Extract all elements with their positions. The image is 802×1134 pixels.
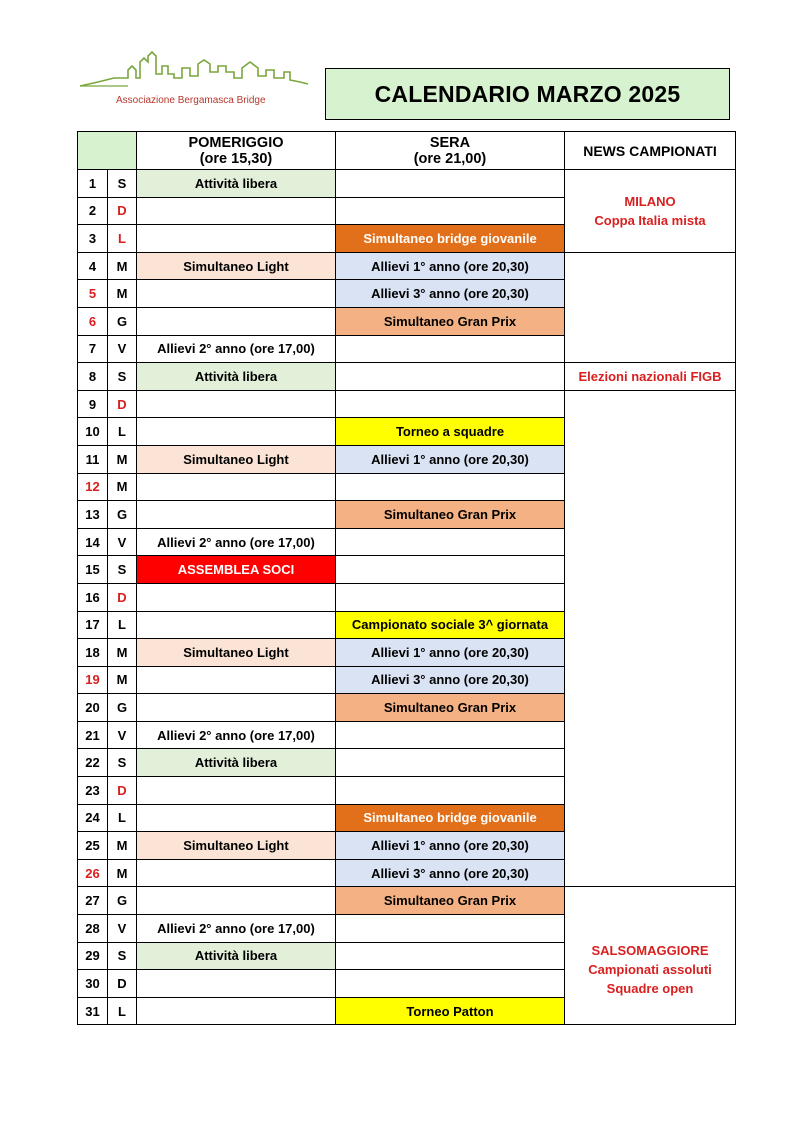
weekday-letter: M — [108, 445, 137, 473]
day-number: 2 — [78, 197, 108, 225]
day-number: 24 — [78, 804, 108, 832]
weekday-letter: S — [108, 942, 137, 970]
day-number: 4 — [78, 252, 108, 280]
calendar-row — [78, 390, 736, 418]
evening-header: SERA (ore 21,00) — [336, 132, 565, 170]
afternoon-event — [137, 804, 336, 832]
weekday-letter: L — [108, 997, 137, 1025]
day-number: 12 — [78, 473, 108, 501]
afternoon-event — [137, 473, 336, 501]
afternoon-event — [137, 501, 336, 529]
weekday-letter: V — [108, 335, 137, 363]
evening-event: Torneo a squadre — [336, 418, 565, 446]
news-line: Elezioni nazionali FIGB — [578, 368, 722, 384]
evening-event — [336, 473, 565, 501]
evening-event: Allievi 1° anno (ore 20,30) — [336, 832, 565, 860]
day-number: 13 — [78, 501, 108, 529]
day-number: 27 — [78, 887, 108, 915]
afternoon-event: ASSEMBLEA SOCI — [137, 556, 336, 584]
news-line: Coppa Italia mista — [594, 212, 706, 228]
day-number: 25 — [78, 832, 108, 860]
weekday-letter: M — [108, 280, 137, 308]
evening-event — [336, 197, 565, 225]
weekday-letter: L — [108, 225, 137, 253]
evening-event: Allievi 1° anno (ore 20,30) — [336, 639, 565, 667]
weekday-letter: M — [108, 859, 137, 887]
evening-event: Simultaneo bridge giovanile — [336, 804, 565, 832]
day-number: 18 — [78, 639, 108, 667]
afternoon-event — [137, 694, 336, 722]
weekday-letter: D — [108, 777, 137, 805]
logo — [78, 48, 310, 110]
afternoon-event: Allievi 2° anno (ore 17,00) — [137, 721, 336, 749]
weekday-letter: S — [108, 556, 137, 584]
day-number: 3 — [78, 225, 108, 253]
afternoon-header: POMERIGGIO (ore 15,30) — [137, 132, 336, 170]
evening-event — [336, 363, 565, 391]
evening-event: Torneo Patton — [336, 997, 565, 1025]
evening-event — [336, 556, 565, 584]
calendar-row — [78, 363, 736, 391]
weekday-letter: G — [108, 694, 137, 722]
day-number: 7 — [78, 335, 108, 363]
evening-event — [336, 721, 565, 749]
evening-event — [336, 970, 565, 998]
header-row — [78, 132, 736, 170]
calendar-row — [78, 887, 736, 915]
day-number: 6 — [78, 307, 108, 335]
news-line: Campionati assoluti — [588, 962, 712, 978]
evening-event — [336, 942, 565, 970]
weekday-letter: D — [108, 583, 137, 611]
news-cell — [565, 363, 736, 391]
afternoon-event — [137, 666, 336, 694]
weekday-letter: V — [108, 528, 137, 556]
afternoon-event — [137, 997, 336, 1025]
evening-event — [336, 915, 565, 943]
evening-event — [336, 335, 565, 363]
day-number: 28 — [78, 915, 108, 943]
calendar-row — [78, 170, 736, 198]
evening-event: Allievi 3° anno (ore 20,30) — [336, 666, 565, 694]
evening-event — [336, 777, 565, 805]
afternoon-event — [137, 583, 336, 611]
afternoon-event — [137, 225, 336, 253]
day-number: 8 — [78, 363, 108, 391]
afternoon-event — [137, 970, 336, 998]
evening-event: Allievi 3° anno (ore 20,30) — [336, 280, 565, 308]
weekday-letter: V — [108, 721, 137, 749]
afternoon-event: Attività libera — [137, 749, 336, 777]
weekday-letter: L — [108, 418, 137, 446]
calendar-row — [78, 252, 736, 280]
weekday-letter: V — [108, 915, 137, 943]
news-cell — [565, 390, 736, 887]
afternoon-event — [137, 390, 336, 418]
day-number: 22 — [78, 749, 108, 777]
afternoon-event: Simultaneo Light — [137, 639, 336, 667]
weekday-letter: G — [108, 307, 137, 335]
day-number: 20 — [78, 694, 108, 722]
weekday-letter: M — [108, 473, 137, 501]
evening-event — [336, 583, 565, 611]
afternoon-event — [137, 418, 336, 446]
day-number: 23 — [78, 777, 108, 805]
afternoon-event: Attività libera — [137, 363, 336, 391]
afternoon-event — [137, 887, 336, 915]
afternoon-event: Attività libera — [137, 170, 336, 198]
day-number: 15 — [78, 556, 108, 584]
news-cell — [565, 887, 736, 1025]
day-number: 17 — [78, 611, 108, 639]
news-line: Squadre open — [606, 981, 694, 997]
day-number: 16 — [78, 583, 108, 611]
weekday-letter: S — [108, 170, 137, 198]
weekday-letter: M — [108, 639, 137, 667]
corner-cell — [78, 132, 137, 170]
news-cell — [565, 170, 736, 253]
weekday-letter: G — [108, 887, 137, 915]
weekday-letter: L — [108, 804, 137, 832]
town-skyline-logo-icon — [78, 48, 310, 96]
day-number: 5 — [78, 280, 108, 308]
weekday-letter: G — [108, 501, 137, 529]
weekday-letter: M — [108, 666, 137, 694]
day-number: 21 — [78, 721, 108, 749]
evening-event — [336, 749, 565, 777]
day-number: 1 — [78, 170, 108, 198]
evening-event — [336, 390, 565, 418]
afternoon-event: Allievi 2° anno (ore 17,00) — [137, 335, 336, 363]
evening-event: Simultaneo Gran Prix — [336, 501, 565, 529]
news-line: MILANO — [624, 193, 676, 209]
afternoon-event — [137, 307, 336, 335]
weekday-letter: M — [108, 252, 137, 280]
evening-event — [336, 170, 565, 198]
afternoon-event: Attività libera — [137, 942, 336, 970]
day-number: 26 — [78, 859, 108, 887]
page-title: CALENDARIO MARZO 2025 — [325, 68, 730, 120]
day-number: 29 — [78, 942, 108, 970]
afternoon-event — [137, 777, 336, 805]
news-cell — [565, 252, 736, 362]
logo-text: Associazione Bergamasca Bridge — [116, 95, 266, 106]
evening-event: Allievi 1° anno (ore 20,30) — [336, 445, 565, 473]
afternoon-event: Allievi 2° anno (ore 17,00) — [137, 915, 336, 943]
afternoon-event: Simultaneo Light — [137, 832, 336, 860]
evening-event: Simultaneo Gran Prix — [336, 887, 565, 915]
news-header: NEWS CAMPIONATI — [565, 132, 736, 170]
calendar-table — [77, 131, 736, 1025]
weekday-letter: S — [108, 363, 137, 391]
weekday-letter: D — [108, 197, 137, 225]
weekday-letter: D — [108, 970, 137, 998]
weekday-letter: M — [108, 832, 137, 860]
day-number: 30 — [78, 970, 108, 998]
evening-event: Allievi 3° anno (ore 20,30) — [336, 859, 565, 887]
afternoon-event: Simultaneo Light — [137, 252, 336, 280]
evening-event: Campionato sociale 3^ giornata — [336, 611, 565, 639]
day-number: 14 — [78, 528, 108, 556]
evening-event: Simultaneo bridge giovanile — [336, 225, 565, 253]
evening-event: Allievi 1° anno (ore 20,30) — [336, 252, 565, 280]
evening-event: Simultaneo Gran Prix — [336, 694, 565, 722]
day-number: 10 — [78, 418, 108, 446]
afternoon-event: Simultaneo Light — [137, 445, 336, 473]
evening-event — [336, 528, 565, 556]
day-number: 9 — [78, 390, 108, 418]
afternoon-event: Allievi 2° anno (ore 17,00) — [137, 528, 336, 556]
evening-event: Simultaneo Gran Prix — [336, 307, 565, 335]
afternoon-event — [137, 280, 336, 308]
day-number: 19 — [78, 666, 108, 694]
weekday-letter: S — [108, 749, 137, 777]
weekday-letter: D — [108, 390, 137, 418]
afternoon-event — [137, 611, 336, 639]
day-number: 31 — [78, 997, 108, 1025]
day-number: 11 — [78, 445, 108, 473]
afternoon-event — [137, 197, 336, 225]
weekday-letter: L — [108, 611, 137, 639]
news-line: SALSOMAGGIORE — [591, 943, 709, 959]
afternoon-event — [137, 859, 336, 887]
